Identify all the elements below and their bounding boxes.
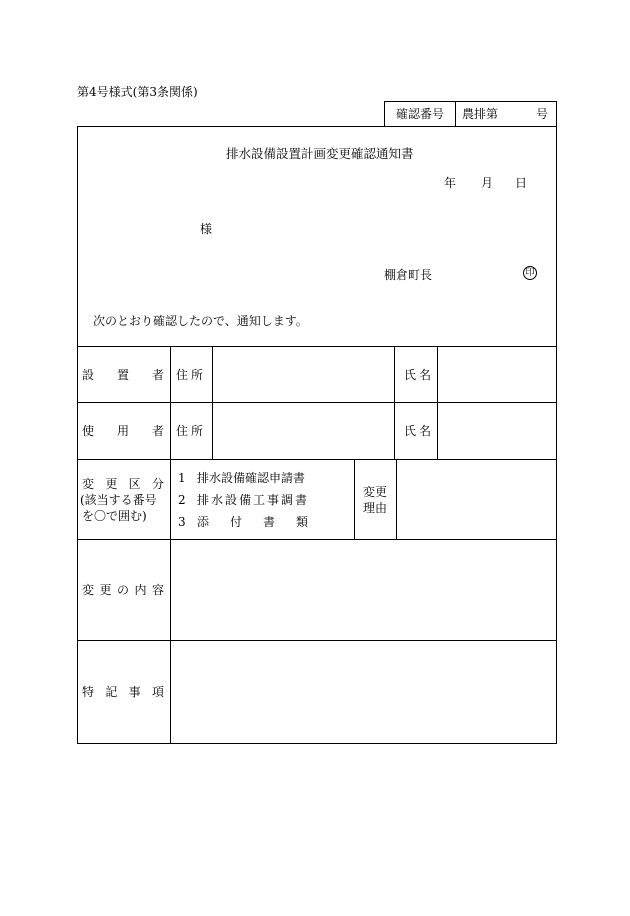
user-address-label: 住所 xyxy=(176,424,207,438)
confirmation-number-label: 確認番号 xyxy=(396,107,445,121)
addressee-suffix: 様 xyxy=(200,222,213,236)
confirmation-number-prefix: 農排第 xyxy=(462,107,499,121)
user-name-label: 氏名 xyxy=(404,424,435,438)
option-3-text[interactable]: 添付書類 xyxy=(197,515,330,529)
option-3-number: 3 xyxy=(178,515,186,529)
option-1-text[interactable]: 排水設備確認申請書 xyxy=(197,471,306,485)
form-title: 排水設備設置計画変更確認通知書 xyxy=(226,146,414,161)
change-reason-label-2: 理由 xyxy=(363,501,388,515)
change-category-label: 変 更 区 分 xyxy=(82,477,164,491)
user-name-field[interactable] xyxy=(438,403,556,458)
option-2-number: 2 xyxy=(178,493,186,507)
remarks-field[interactable] xyxy=(171,641,556,743)
date-day-label: 日 xyxy=(515,176,528,190)
option-1-number: 1 xyxy=(178,471,186,485)
date-year-label: 年 xyxy=(444,176,457,190)
installer-name-field[interactable] xyxy=(438,347,556,401)
installer-name-label: 氏名 xyxy=(404,368,435,382)
user-address-field[interactable] xyxy=(213,403,393,458)
remarks-label: 特 記 事 項 xyxy=(82,685,164,699)
change-reason-label-1: 変更 xyxy=(363,485,388,499)
issuer-name: 棚倉町長 xyxy=(384,268,433,282)
option-2-text[interactable]: 排水設備工事調書 xyxy=(197,493,310,507)
change-reason-field[interactable] xyxy=(397,460,556,538)
installer-address-field[interactable] xyxy=(213,347,393,401)
date-month-label: 月 xyxy=(481,176,494,190)
confirmation-number-input[interactable] xyxy=(508,103,532,125)
confirmation-number-suffix: 号 xyxy=(536,107,549,121)
change-category-note-2: を〇で囲む) xyxy=(82,509,147,523)
change-content-label: 変 更 の 内 容 xyxy=(82,583,164,597)
user-label: 使 用 者 xyxy=(82,424,164,438)
change-category-note-1: (該当する番号 xyxy=(80,493,157,507)
seal-mark: 印 xyxy=(523,266,537,280)
form-number: 第4号様式(第3条関係) xyxy=(77,85,198,99)
installer-address-label: 住所 xyxy=(176,368,207,382)
installer-label: 設 置 者 xyxy=(82,368,164,382)
intro-text: 次のとおり確認したので、通知します。 xyxy=(93,314,308,328)
change-content-field[interactable] xyxy=(171,540,556,639)
